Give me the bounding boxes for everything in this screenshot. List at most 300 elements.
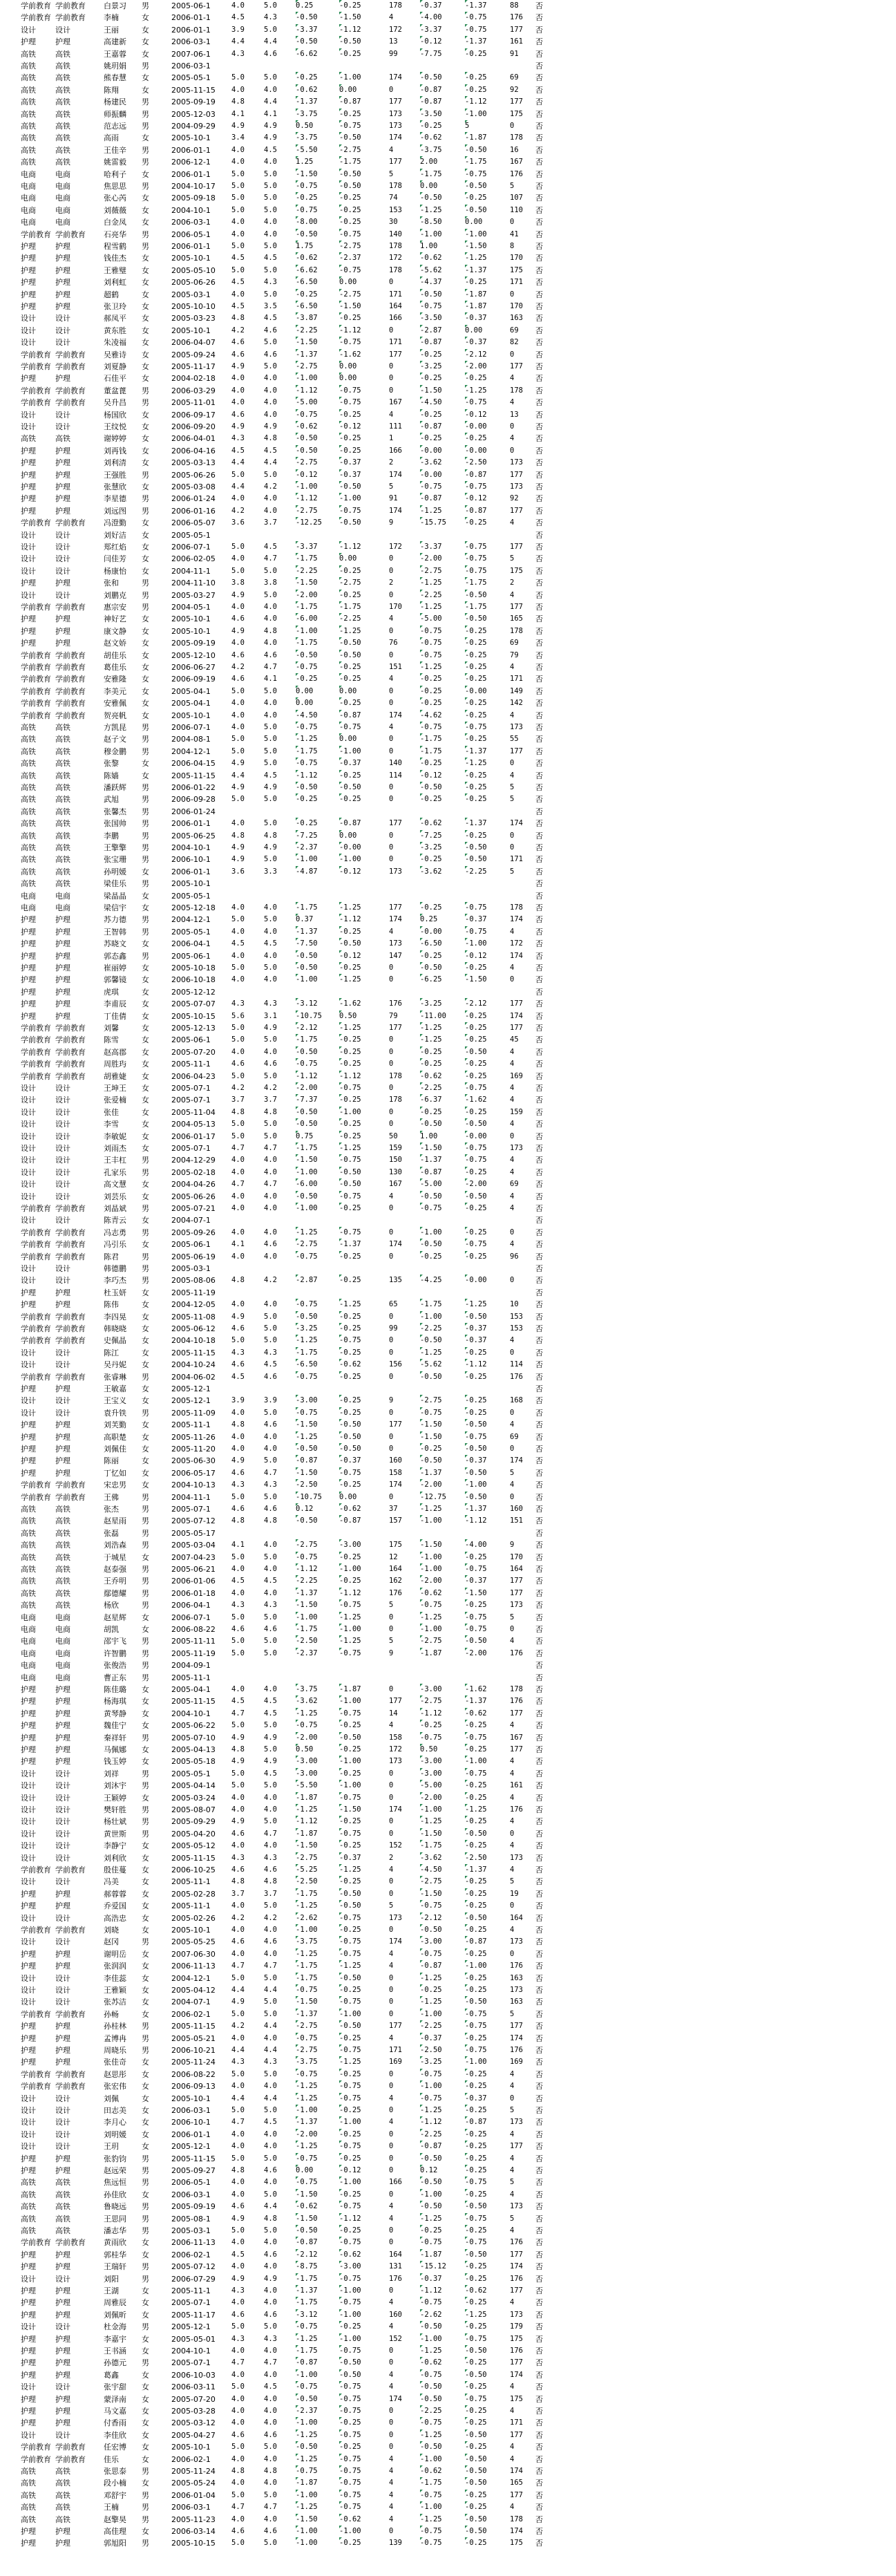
cell-department[interactable]: 护理	[21, 242, 36, 251]
cell-change-a[interactable]: -0.75	[296, 1251, 339, 1263]
cell-change-a[interactable]: -1.00	[296, 2490, 339, 2501]
cell-gender[interactable]: 女	[142, 169, 149, 179]
cell-date[interactable]: 2005-11-1	[171, 1420, 211, 1430]
cell-change-d[interactable]: -0.75	[465, 1563, 509, 1575]
cell-score-a[interactable]: 4.0	[231, 975, 245, 984]
cell-change-c[interactable]: -0.25	[420, 1443, 464, 1455]
cell-name[interactable]: 王颖婷	[104, 1793, 126, 1803]
cell-date[interactable]: 2006-10-1	[171, 2118, 211, 2127]
cell-major[interactable]: 设计	[55, 1216, 70, 1225]
cell-major[interactable]: 设计	[55, 1973, 70, 1983]
cell-change-c[interactable]: -1.25	[420, 661, 464, 673]
cell-change-d[interactable]: -1.75	[465, 156, 509, 168]
cell-rank[interactable]: 174	[389, 133, 402, 142]
cell-rank[interactable]: 0	[389, 831, 394, 840]
cell-change-d[interactable]	[465, 1263, 509, 1275]
cell-major[interactable]: 护理	[55, 1468, 70, 1478]
cell-rank[interactable]: 174	[389, 506, 402, 515]
cell-name[interactable]: 陈翔	[104, 85, 119, 95]
cell-change-b[interactable]: -0.25	[339, 590, 388, 601]
cell-flag[interactable]: 否	[535, 1648, 543, 1658]
cell-name[interactable]: 黄琴静	[104, 1709, 126, 1718]
cell-date[interactable]: 2005-04-1	[171, 699, 211, 708]
cell-score-b[interactable]: 5.0	[264, 2154, 277, 2163]
cell-name[interactable]: 张佳奇	[104, 2058, 126, 2067]
cell-pct[interactable]: 4	[510, 1192, 515, 1201]
cell-name[interactable]: 高佳理	[104, 2527, 126, 2536]
cell-score-a[interactable]: 4.0	[231, 1805, 245, 1814]
cell-change-b[interactable]: -0.50	[339, 517, 388, 529]
cell-date[interactable]: 2006-10-1	[171, 855, 211, 865]
cell-change-d[interactable]: -0.75	[465, 1431, 509, 1443]
cell-flag[interactable]: 否	[535, 1300, 543, 1310]
cell-change-d[interactable]: -0.87	[465, 1936, 509, 1948]
cell-date[interactable]: 2005-10-15	[171, 2539, 216, 2548]
cell-gender[interactable]: 女	[142, 1084, 149, 1093]
cell-score-b[interactable]: 4.1	[264, 109, 277, 118]
cell-name[interactable]: 吴丹妮	[104, 1360, 126, 1370]
cell-change-b[interactable]: -0.25	[339, 1371, 388, 1383]
cell-department[interactable]: 设计	[21, 2274, 36, 2284]
cell-change-b[interactable]: -0.50	[339, 1431, 388, 1443]
cell-gender[interactable]: 女	[142, 963, 149, 972]
cell-change-b[interactable]: -0.75	[339, 2093, 388, 2105]
cell-change-c[interactable]: -0.75	[420, 2093, 464, 2105]
cell-department[interactable]: 护理	[21, 1432, 36, 1442]
cell-flag[interactable]: 否	[535, 675, 543, 684]
cell-gender[interactable]: 女	[142, 1107, 149, 1117]
cell-change-a[interactable]: -5.50	[296, 144, 339, 156]
cell-department[interactable]: 护理	[21, 2166, 36, 2175]
cell-change-c[interactable]: -0.25	[420, 373, 464, 384]
cell-change-a[interactable]: -0.75	[296, 1058, 339, 1070]
cell-change-c[interactable]: -0.25	[420, 1720, 464, 1731]
cell-department[interactable]: 护理	[21, 939, 36, 949]
cell-score-a[interactable]: 5.0	[231, 1721, 245, 1730]
cell-score-a[interactable]: 4.2	[231, 326, 245, 335]
cell-major[interactable]: 护理	[55, 2033, 70, 2043]
cell-score-b[interactable]: 5.0	[264, 1324, 277, 1333]
cell-change-c[interactable]: -6.50	[420, 938, 464, 950]
cell-change-a[interactable]: -6.50	[296, 301, 339, 312]
cell-change-a[interactable]: -0.25	[296, 793, 339, 805]
cell-major[interactable]: 学前教育	[55, 1, 86, 10]
cell-flag[interactable]: 否	[535, 2250, 543, 2259]
cell-score-a[interactable]: 4.9	[231, 362, 245, 370]
cell-name[interactable]: 刘浩森	[104, 1541, 126, 1550]
cell-change-b[interactable]: -1.00	[339, 2177, 388, 2188]
cell-department[interactable]: 设计	[21, 554, 36, 564]
cell-change-a[interactable]: -0.50	[296, 782, 339, 793]
cell-score-b[interactable]	[264, 890, 295, 902]
cell-date[interactable]: 2005-11-23	[171, 2514, 216, 2524]
cell-name[interactable]: 安雅佩	[104, 699, 126, 708]
cell-major[interactable]: 学前教育	[55, 663, 86, 672]
cell-change-a[interactable]: -1.12	[296, 1563, 339, 1575]
cell-date[interactable]: 2005-06-1	[171, 1240, 211, 1250]
cell-name[interactable]: 马佩娜	[104, 1745, 126, 1754]
cell-department[interactable]: 设计	[21, 1769, 36, 1778]
cell-change-c[interactable]: -0.50	[420, 1239, 464, 1250]
cell-change-c[interactable]: -1.00	[420, 229, 464, 241]
cell-flag[interactable]: 否	[535, 1962, 543, 1971]
cell-department[interactable]: 电商	[21, 182, 36, 191]
cell-change-c[interactable]: -0.25	[420, 1058, 464, 1070]
cell-date[interactable]: 2005-11-15	[171, 1853, 216, 1863]
cell-department[interactable]: 护理	[21, 1889, 36, 1899]
cell-name[interactable]: 赵冈	[104, 1937, 119, 1947]
cell-name[interactable]: 许智鹏	[104, 1648, 126, 1658]
cell-change-b[interactable]: -0.50	[339, 637, 388, 649]
cell-pct[interactable]: 4	[510, 398, 515, 407]
cell-score-a[interactable]: 5.0	[231, 1781, 245, 1790]
cell-score-a[interactable]: 4.3	[231, 2334, 245, 2343]
cell-score-b[interactable]: 4.0	[264, 2347, 277, 2355]
cell-change-b[interactable]: 0.00	[339, 733, 388, 745]
cell-change-b[interactable]: -0.25	[339, 1924, 388, 1936]
cell-rank[interactable]: 164	[389, 1565, 402, 1573]
cell-score-b[interactable]: 4.6	[264, 1420, 277, 1429]
cell-gender[interactable]: 女	[142, 2407, 149, 2416]
cell-score-a[interactable]: 5.0	[231, 2490, 245, 2499]
cell-score-b[interactable]: 5.0	[264, 205, 277, 214]
cell-change-c[interactable]: -1.75	[420, 733, 464, 745]
cell-major[interactable]: 学前教育	[55, 1252, 86, 1261]
cell-date[interactable]: 2004-11-10	[171, 579, 216, 588]
cell-change-c[interactable]: -0.37	[420, 2033, 464, 2044]
cell-score-b[interactable]: 4.6	[264, 49, 277, 58]
cell-flag[interactable]: 否	[535, 518, 543, 528]
cell-gender[interactable]: 女	[142, 2058, 149, 2067]
cell-score-a[interactable]: 5.0	[231, 265, 245, 274]
cell-change-d[interactable]: -4.00	[465, 1539, 509, 1551]
cell-change-b[interactable]: -0.75	[339, 1828, 388, 1840]
cell-score-b[interactable]: 4.0	[264, 903, 277, 912]
cell-name[interactable]: 袁升铁	[104, 1408, 126, 1418]
cell-flag[interactable]: 否	[535, 2539, 543, 2548]
cell-major[interactable]: 高铁	[55, 867, 70, 876]
cell-major[interactable]: 护理	[55, 1709, 70, 1718]
cell-date[interactable]: 2006-02-1	[171, 2250, 211, 2259]
cell-change-c[interactable]: -2.25	[420, 2405, 464, 2417]
cell-major[interactable]: 护理	[55, 626, 70, 636]
cell-pct[interactable]: 5	[510, 795, 515, 804]
cell-name[interactable]: 张黎	[104, 759, 119, 769]
cell-score-a[interactable]: 3.6	[231, 518, 245, 527]
cell-name[interactable]: 刘芙勤	[104, 1420, 126, 1430]
cell-date[interactable]: 2005-11-26	[171, 1432, 216, 1442]
cell-pct[interactable]: 4	[510, 663, 515, 671]
cell-name[interactable]: 王楠	[104, 2503, 119, 2512]
cell-department[interactable]: 设计	[21, 590, 36, 600]
cell-score-b[interactable]: 5.0	[264, 1901, 277, 1910]
cell-flag[interactable]: 否	[535, 1084, 543, 1093]
cell-flag[interactable]: 否	[535, 1926, 543, 1935]
cell-date[interactable]: 2007-06-1	[171, 49, 211, 59]
cell-change-c[interactable]: -5.00	[420, 1178, 464, 1190]
cell-gender[interactable]: 女	[142, 518, 149, 528]
cell-flag[interactable]: 否	[535, 686, 543, 696]
cell-name[interactable]: 孟博冉	[104, 2033, 126, 2043]
cell-flag[interactable]: 否	[535, 1420, 543, 1430]
cell-rank[interactable]: 0	[389, 686, 394, 695]
cell-change-d[interactable]: -0.25	[465, 48, 509, 60]
cell-pct[interactable]: 0	[510, 1348, 515, 1357]
cell-gender[interactable]: 女	[142, 1613, 149, 1622]
cell-date[interactable]: 2004-12-05	[171, 1300, 216, 1310]
cell-major[interactable]: 设计	[55, 1805, 70, 1814]
cell-date[interactable]: 2004-10-17	[171, 182, 216, 191]
cell-date[interactable]: 2006-10-18	[171, 975, 216, 985]
cell-score-b[interactable]: 4.5	[264, 2382, 277, 2391]
cell-gender[interactable]: 男	[142, 1661, 149, 1671]
cell-change-c[interactable]: -1.37	[420, 1154, 464, 1166]
cell-change-d[interactable]: -0.50	[465, 1191, 509, 1203]
cell-flag[interactable]: 否	[535, 1264, 543, 1273]
cell-score-a[interactable]: 4.6	[231, 2527, 245, 2535]
cell-score-b[interactable]: 4.9	[264, 783, 277, 791]
cell-change-c[interactable]: -0.50	[420, 782, 464, 793]
cell-change-d[interactable]: -0.75	[465, 565, 509, 577]
cell-rank[interactable]: 4	[389, 2298, 394, 2307]
cell-date[interactable]: 2005-11-1	[171, 2286, 211, 2295]
cell-department[interactable]: 设计	[21, 314, 36, 323]
cell-flag[interactable]: 否	[535, 927, 543, 937]
cell-change-b[interactable]: -0.50	[339, 938, 388, 950]
cell-rank[interactable]: 0	[389, 1084, 394, 1092]
cell-score-a[interactable]: 4.3	[231, 49, 245, 58]
cell-flag[interactable]: 否	[535, 2443, 543, 2452]
cell-rank[interactable]: 0	[389, 1781, 394, 1790]
cell-change-b[interactable]: -0.25	[339, 216, 388, 228]
cell-major[interactable]: 护理	[55, 470, 70, 480]
cell-score-a[interactable]: 4.8	[231, 1107, 245, 1116]
cell-change-d[interactable]	[465, 890, 509, 902]
cell-score-a[interactable]: 5.0	[231, 915, 245, 924]
cell-date[interactable]: 2005-05-17	[171, 1528, 216, 1538]
cell-score-a[interactable]: 4.6	[231, 338, 245, 347]
cell-gender[interactable]: 女	[142, 1625, 149, 1634]
cell-department[interactable]: 护理	[21, 302, 36, 311]
cell-name[interactable]: 闫佳芳	[104, 554, 126, 564]
cell-change-a[interactable]: -0.75	[296, 1371, 339, 1383]
cell-pct[interactable]: 177	[510, 2358, 523, 2367]
cell-name[interactable]: 王书涵	[104, 2347, 126, 2356]
cell-change-c[interactable]: -0.25	[420, 758, 464, 769]
cell-gender[interactable]: 男	[142, 1264, 149, 1273]
cell-change-b[interactable]: -0.25	[339, 192, 388, 204]
cell-flag[interactable]: 否	[535, 2503, 543, 2512]
cell-score-b[interactable]: 5.0	[264, 2322, 277, 2331]
cell-score-b[interactable]: 4.1	[264, 675, 277, 684]
cell-pct[interactable]: 173	[510, 2310, 523, 2319]
cell-flag[interactable]: 否	[535, 1565, 543, 1574]
cell-gender[interactable]: 女	[142, 1324, 149, 1333]
cell-name[interactable]: 李嘉宇	[104, 2334, 126, 2344]
cell-change-c[interactable]: -0.75	[420, 2490, 464, 2501]
cell-date[interactable]: 2005-11-15	[171, 85, 216, 95]
cell-change-a[interactable]: -1.25	[296, 2141, 339, 2152]
cell-change-d[interactable]: -0.25	[465, 661, 509, 673]
cell-major[interactable]: 设计	[55, 2094, 70, 2103]
cell-rank[interactable]: 4	[389, 2503, 394, 2512]
cell-major[interactable]: 学前教育	[55, 1372, 86, 1382]
cell-date[interactable]: 2005-08-06	[171, 1276, 216, 1286]
cell-date[interactable]: 2005-05-1	[171, 927, 211, 937]
cell-flag[interactable]: 否	[535, 2394, 543, 2404]
cell-gender[interactable]: 男	[142, 831, 149, 840]
cell-department[interactable]: 设计	[21, 1096, 36, 1105]
cell-date[interactable]: 2006-09-20	[171, 422, 216, 431]
cell-score-a[interactable]: 5.0	[231, 2009, 245, 2018]
cell-change-a[interactable]	[296, 529, 339, 541]
cell-gender[interactable]: 男	[142, 158, 149, 167]
cell-date[interactable]: 2005-05-1	[171, 73, 211, 83]
cell-change-a[interactable]	[296, 878, 339, 890]
cell-rank[interactable]: 2	[389, 579, 394, 587]
cell-major[interactable]: 高铁	[55, 795, 70, 805]
cell-change-b[interactable]: -0.75	[339, 2454, 388, 2465]
cell-pct[interactable]: 4	[510, 1721, 515, 1730]
cell-rank[interactable]: 0	[389, 1973, 394, 1982]
cell-rank[interactable]: 176	[389, 1588, 402, 1597]
cell-change-d[interactable]: -0.37	[465, 1455, 509, 1467]
cell-change-a[interactable]	[296, 1287, 339, 1299]
cell-score-a[interactable]: 4.0	[231, 2130, 245, 2138]
cell-rank[interactable]: 0	[389, 1047, 394, 1056]
cell-score-a[interactable]: 5.0	[231, 735, 245, 744]
cell-flag[interactable]: 否	[535, 2082, 543, 2091]
cell-change-c[interactable]: -0.87	[420, 96, 464, 108]
cell-flag[interactable]: 否	[535, 843, 543, 852]
cell-date[interactable]: 2005-06-30	[171, 1456, 216, 1466]
cell-date[interactable]: 2005-04-20	[171, 1829, 216, 1839]
cell-department[interactable]: 护理	[21, 927, 36, 937]
cell-change-a[interactable]: -0.25	[296, 673, 339, 685]
cell-change-d[interactable]: -0.75	[465, 902, 509, 914]
cell-name[interactable]: 冯澄勤	[104, 518, 126, 528]
cell-gender[interactable]: 女	[142, 903, 149, 912]
cell-department[interactable]: 护理	[21, 1697, 36, 1707]
cell-change-d[interactable]: -0.75	[465, 2177, 509, 2188]
cell-change-b[interactable]: -0.87	[339, 710, 388, 722]
cell-change-a[interactable]: -1.75	[296, 637, 339, 649]
cell-name[interactable]: 刘馨	[104, 1024, 119, 1033]
cell-score-a[interactable]: 4.0	[231, 2394, 245, 2403]
cell-department[interactable]: 护理	[21, 2262, 36, 2272]
cell-score-a[interactable]: 5.0	[231, 963, 245, 972]
cell-change-b[interactable]: -0.75	[339, 265, 388, 276]
cell-score-b[interactable]: 4.7	[264, 1144, 277, 1152]
cell-rank[interactable]: 177	[389, 97, 402, 106]
cell-name[interactable]: 周晓乐	[104, 2046, 126, 2055]
cell-change-d[interactable]: -1.00	[465, 1960, 509, 1972]
cell-major[interactable]: 学前教育	[55, 1492, 86, 1502]
cell-pct[interactable]: 8	[510, 242, 515, 250]
cell-change-b[interactable]: -0.50	[339, 1419, 388, 1431]
cell-pct[interactable]: 0	[510, 1901, 515, 1910]
cell-score-a[interactable]: 5.0	[231, 1336, 245, 1345]
cell-change-c[interactable]: 1.00	[420, 241, 464, 252]
cell-change-a[interactable]: -2.50	[296, 1479, 339, 1491]
cell-flag[interactable]: 否	[535, 1011, 543, 1021]
cell-rank[interactable]: 9	[389, 1648, 394, 1657]
cell-change-a[interactable]: -0.50	[296, 1046, 339, 1058]
cell-department[interactable]: 护理	[21, 2407, 36, 2416]
cell-department[interactable]: 学前教育	[21, 398, 51, 408]
cell-change-c[interactable]: 0.00	[420, 180, 464, 192]
cell-score-b[interactable]: 4.4	[264, 2022, 277, 2031]
cell-change-a[interactable]: -1.87	[296, 1828, 339, 1840]
cell-date[interactable]: 2005-06-1	[171, 1035, 211, 1045]
cell-change-c[interactable]: -0.75	[420, 1732, 464, 1744]
cell-major[interactable]: 学前教育	[55, 603, 86, 612]
cell-date[interactable]: 2006-01-1	[171, 867, 211, 876]
cell-major[interactable]: 护理	[55, 2046, 70, 2055]
cell-date[interactable]: 2005-11-15	[171, 2154, 216, 2163]
cell-pct[interactable]: 0	[510, 759, 515, 768]
cell-score-a[interactable]: 4.5	[231, 254, 245, 263]
cell-pct[interactable]: 176	[510, 2046, 523, 2054]
cell-department[interactable]: 护理	[21, 2154, 36, 2163]
cell-pct[interactable]: 82	[510, 338, 519, 347]
cell-score-b[interactable]: 4.6	[264, 1060, 277, 1069]
cell-change-b[interactable]: -0.25	[339, 2417, 388, 2429]
cell-rank[interactable]: 0	[389, 1769, 394, 1778]
cell-rank[interactable]: 0	[389, 1492, 394, 1501]
cell-change-a[interactable]: -6.62	[296, 48, 339, 60]
cell-change-b[interactable]: -0.50	[339, 1443, 388, 1455]
cell-flag[interactable]: 否	[535, 470, 543, 480]
cell-name[interactable]: 李雪	[104, 1120, 119, 1129]
cell-change-c[interactable]: -0.87	[420, 337, 464, 348]
cell-department[interactable]: 护理	[21, 2394, 36, 2404]
cell-change-b[interactable]: -1.25	[339, 1299, 388, 1310]
cell-flag[interactable]: 否	[535, 1781, 543, 1791]
cell-score-a[interactable]: 4.0	[231, 711, 245, 720]
cell-gender[interactable]: 女	[142, 1757, 149, 1767]
cell-gender[interactable]: 男	[142, 2490, 149, 2500]
cell-score-a[interactable]: 4.0	[231, 2190, 245, 2199]
cell-score-a[interactable]: 4.0	[231, 1841, 245, 1850]
cell-score-a[interactable]: 4.0	[231, 2347, 245, 2355]
cell-change-d[interactable]: -0.25	[465, 84, 509, 96]
cell-score-b[interactable]: 5.0	[264, 242, 277, 250]
cell-flag[interactable]: 否	[535, 2009, 543, 2019]
cell-pct[interactable]: 173	[510, 1601, 523, 1610]
cell-change-d[interactable]: -0.25	[465, 2141, 509, 2152]
cell-change-c[interactable]: -1.37	[420, 1467, 464, 1479]
cell-change-b[interactable]: -3.00	[339, 1539, 388, 1551]
cell-name[interactable]: 王雅颖	[104, 1986, 126, 1995]
cell-change-d[interactable]: -0.50	[465, 842, 509, 854]
cell-gender[interactable]: 女	[142, 410, 149, 420]
cell-department[interactable]: 设计	[21, 1817, 36, 1827]
cell-pct[interactable]: 79	[510, 650, 519, 659]
cell-major[interactable]: 高铁	[55, 2514, 70, 2524]
cell-date[interactable]: 2006-03-1	[171, 2106, 211, 2115]
cell-flag[interactable]: 否	[535, 2106, 543, 2115]
cell-major[interactable]: 学前教育	[55, 1071, 86, 1081]
cell-score-b[interactable]: 4.0	[264, 1204, 277, 1212]
cell-change-b[interactable]: -0.25	[339, 2129, 388, 2141]
cell-name[interactable]: 周胜玙	[104, 1060, 126, 1069]
cell-change-a[interactable]: -6.00	[296, 1178, 339, 1190]
cell-score-b[interactable]: 3.7	[264, 518, 277, 527]
cell-rank[interactable]: 157	[389, 1516, 402, 1525]
cell-score-b[interactable]: 4.7	[264, 1962, 277, 1971]
cell-major[interactable]: 高铁	[55, 122, 70, 131]
